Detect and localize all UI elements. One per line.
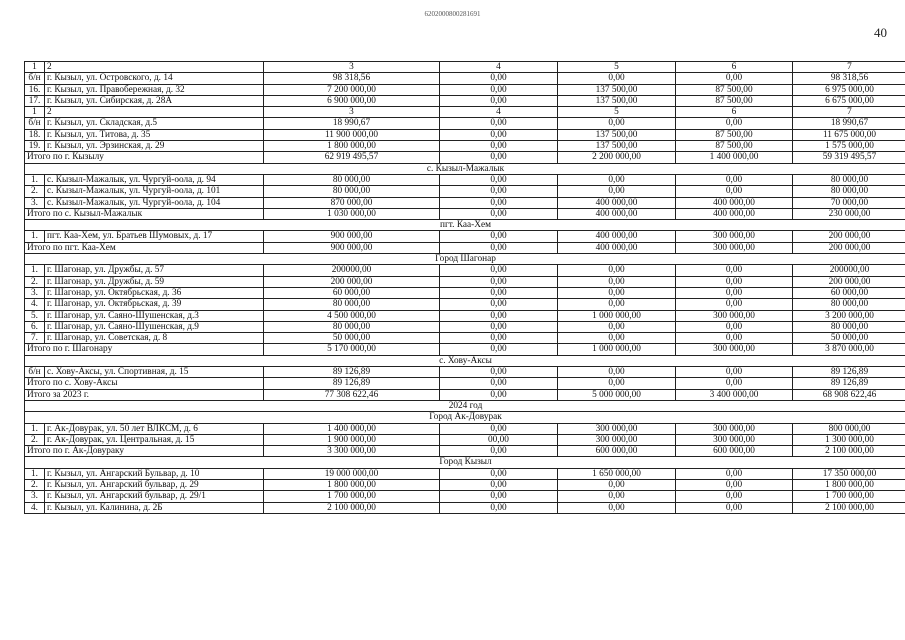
cell-col-7: 2 100 000,00 — [793, 502, 905, 513]
section-header-row — [25, 412, 905, 423]
cell-col-4: 0,00 — [440, 502, 558, 513]
cell-col-7: 80 000,00 — [793, 299, 905, 310]
cell-address: г. Шагонар, ул. Октябрьская, д. 39 — [45, 299, 264, 310]
cell-row-number: 16. — [25, 84, 45, 95]
cell-col-6: 400 000,00 — [676, 208, 793, 219]
section-header-row — [25, 254, 905, 265]
table-row — [25, 107, 905, 118]
cell-col-5: 0,00 — [558, 367, 676, 378]
cell-row-number: 7. — [25, 333, 45, 344]
table-row — [25, 333, 905, 344]
cell-col-4: 4 — [440, 62, 558, 73]
cell-col-7: 7 — [793, 62, 905, 73]
cell-address: с. Кызыл-Мажалык, ул. Чургуй-оола, д. 101 — [45, 186, 264, 197]
cell-col-6: 0,00 — [676, 468, 793, 479]
cell-col-5: 400 000,00 — [558, 242, 676, 253]
table-row — [25, 479, 905, 490]
table-row — [25, 502, 905, 513]
cell-col-6: 300 000,00 — [676, 231, 793, 242]
cell-row-number: 1. — [25, 174, 45, 185]
cell-col-6: 0,00 — [676, 333, 793, 344]
cell-total-cost: 50 000,00 — [264, 333, 440, 344]
cell-col-6: 300 000,00 — [676, 423, 793, 434]
cell-col-6: 300 000,00 — [676, 310, 793, 321]
cell-col-5: 0,00 — [558, 479, 676, 490]
cell-total-cost: 200000,00 — [264, 265, 440, 276]
cell-col-6: 300 000,00 — [676, 242, 793, 253]
cell-total-cost: 19 000 000,00 — [264, 468, 440, 479]
cell-col-4: 0,00 — [440, 378, 558, 389]
cell-col-4: 0,00 — [440, 118, 558, 129]
cell-total-cost: 6 900 000,00 — [264, 95, 440, 106]
cell-total-cost: 80 000,00 — [264, 321, 440, 332]
table-row — [25, 197, 905, 208]
section-header-row — [25, 163, 905, 174]
cell-row-number: 2. — [25, 434, 45, 445]
cell-col-5: 0,00 — [558, 276, 676, 287]
cell-col-6: 1 400 000,00 — [676, 152, 793, 163]
cell-col-4: 0,00 — [440, 174, 558, 185]
cell-address: г. Шагонар, ул. Октябрьская, д. 36 — [45, 287, 264, 298]
cell-address: г. Кызыл, ул. Ангарский Бульвар, д. 10 — [45, 468, 264, 479]
cell-row-number: 1. — [25, 231, 45, 242]
table-row — [25, 141, 905, 152]
table-row — [25, 129, 905, 140]
cell-col-7: 60 000,00 — [793, 287, 905, 298]
cell-col-5: 300 000,00 — [558, 434, 676, 445]
document-id-stamp: 6202000800281691 — [424, 10, 481, 18]
cell-col-4: 0,00 — [440, 423, 558, 434]
cell-total-cost: 1 700 000,00 — [264, 491, 440, 502]
cell-col-6: 0,00 — [676, 73, 793, 84]
cell-col-7: 80 000,00 — [793, 174, 905, 185]
cell-col-4: 0,00 — [440, 287, 558, 298]
cell-address: г. Ак-Довурак, ул. 50 лет ВЛКСМ, д. 6 — [45, 423, 264, 434]
cell-col-5: 137 500,00 — [558, 95, 676, 106]
cell-col-4: 4 — [440, 107, 558, 118]
cell-col-4: 0,00 — [440, 367, 558, 378]
cell-col-7: 80 000,00 — [793, 321, 905, 332]
subtotal-label: Итого по пгт. Каа-Хем — [25, 242, 264, 253]
cell-address: пгт. Каа-Хем, ул. Братьев Шумовых, д. 17 — [45, 231, 264, 242]
cell-col-5: 0,00 — [558, 186, 676, 197]
cell-col-7: 70 000,00 — [793, 197, 905, 208]
cell-row-number: 3. — [25, 491, 45, 502]
cell-col-5: 137 500,00 — [558, 84, 676, 95]
cell-col-6: 3 400 000,00 — [676, 389, 793, 400]
cell-col-6: 0,00 — [676, 491, 793, 502]
cell-col-7: 6 675 000,00 — [793, 95, 905, 106]
table-row — [25, 310, 905, 321]
cell-col-5: 600 000,00 — [558, 446, 676, 457]
cell-col-5: 0,00 — [558, 378, 676, 389]
cell-total-cost: 80 000,00 — [264, 186, 440, 197]
cell-col-4: 0,00 — [440, 276, 558, 287]
cell-col-6: 6 — [676, 107, 793, 118]
cell-address: г. Кызыл, ул. Сибирская, д. 28А — [45, 95, 264, 106]
cell-row-number: 4. — [25, 502, 45, 513]
cell-col-5: 1 000 000,00 — [558, 344, 676, 355]
cell-total-cost: 80 000,00 — [264, 299, 440, 310]
cell-col-5: 1 000 000,00 — [558, 310, 676, 321]
cell-row-number: 1. — [25, 265, 45, 276]
cell-col-6: 0,00 — [676, 367, 793, 378]
cell-col-6: 0,00 — [676, 276, 793, 287]
cell-row-number: 19. — [25, 141, 45, 152]
cell-total-cost: 11 900 000,00 — [264, 129, 440, 140]
cell-address: г. Шагонар, ул. Дружбы, д. 57 — [45, 265, 264, 276]
cell-address: 2 — [45, 107, 264, 118]
cell-col-5: 0,00 — [558, 118, 676, 129]
cell-col-5: 400 000,00 — [558, 197, 676, 208]
page-number: 40 — [874, 25, 887, 40]
cell-col-5: 1 650 000,00 — [558, 468, 676, 479]
cell-address: г. Кызыл, ул. Ангарский бульвар, д. 29/1 — [45, 491, 264, 502]
cell-total-cost: 900 000,00 — [264, 242, 440, 253]
cell-total-cost: 3 — [264, 62, 440, 73]
cell-address: 2 — [45, 62, 264, 73]
cell-col-4: 0,00 — [440, 208, 558, 219]
cell-row-number: 1. — [25, 468, 45, 479]
cell-col-4: 0,00 — [440, 186, 558, 197]
cell-col-4: 0,00 — [440, 152, 558, 163]
subtotal-label: Итого по г. Шагонару — [25, 344, 264, 355]
cell-col-4: 0,00 — [440, 446, 558, 457]
cell-address: с. Кызыл-Мажалык, ул. Чургуй-оола, д. 104 — [45, 197, 264, 208]
subtotal-row — [25, 378, 905, 389]
cell-col-5: 300 000,00 — [558, 423, 676, 434]
cell-address: г. Шагонар, ул. Дружбы, д. 59 — [45, 276, 264, 287]
cell-col-4: 0,00 — [440, 333, 558, 344]
cell-address: г. Кызыл, ул. Эрзинская, д. 29 — [45, 141, 264, 152]
cell-col-5: 5 000 000,00 — [558, 389, 676, 400]
cell-col-7: 3 200 000,00 — [793, 310, 905, 321]
section-header-row — [25, 355, 905, 366]
table-row — [25, 321, 905, 332]
cell-col-5: 0,00 — [558, 287, 676, 298]
cell-total-cost: 77 308 622,46 — [264, 389, 440, 400]
cell-col-7: 2 100 000,00 — [793, 446, 905, 457]
cell-col-6: 87 500,00 — [676, 84, 793, 95]
cell-col-7: 200 000,00 — [793, 231, 905, 242]
subtotal-label: Итого за 2023 г. — [25, 389, 264, 400]
cell-address: г. Кызыл, ул. Калинина, д. 2Б — [45, 502, 264, 513]
cell-col-5: 137 500,00 — [558, 141, 676, 152]
section-header-row — [25, 400, 905, 411]
section-header: Город Шагонар — [25, 254, 905, 265]
cell-address: г. Шагонар, ул. Саяно-Шушенская, д.3 — [45, 310, 264, 321]
cell-total-cost: 5 170 000,00 — [264, 344, 440, 355]
cell-total-cost: 1 030 000,00 — [264, 208, 440, 219]
cell-address: г. Кызыл, ул. Складская, д.5 — [45, 118, 264, 129]
cell-col-7: 98 318,56 — [793, 73, 905, 84]
cell-col-6: 87 500,00 — [676, 141, 793, 152]
cell-col-6: 0,00 — [676, 186, 793, 197]
section-header: пгт. Каа-Хем — [25, 220, 905, 231]
cell-row-number: 2. — [25, 186, 45, 197]
cell-row-number: 2. — [25, 479, 45, 490]
cell-col-6: 87 500,00 — [676, 95, 793, 106]
cell-col-5: 0,00 — [558, 73, 676, 84]
cell-total-cost: 89 126,89 — [264, 367, 440, 378]
cell-total-cost: 3 — [264, 107, 440, 118]
cell-row-number: 5. — [25, 310, 45, 321]
cell-col-7: 7 — [793, 107, 905, 118]
cell-address: г. Шагонар, ул. Советская, д. 8 — [45, 333, 264, 344]
cell-col-7: 11 675 000,00 — [793, 129, 905, 140]
cell-col-7: 200 000,00 — [793, 276, 905, 287]
cell-col-5: 137 500,00 — [558, 129, 676, 140]
cell-col-5: 400 000,00 — [558, 231, 676, 242]
cell-col-4: 0,00 — [440, 265, 558, 276]
cell-col-4: 0,00 — [440, 310, 558, 321]
cell-col-5: 0,00 — [558, 491, 676, 502]
table-body — [25, 62, 905, 514]
cell-address: г. Кызыл, ул. Островского, д. 14 — [45, 73, 264, 84]
cell-col-4: 0,00 — [440, 321, 558, 332]
subtotal-row — [25, 344, 905, 355]
cell-col-5: 5 — [558, 62, 676, 73]
cell-col-7: 89 126,89 — [793, 378, 905, 389]
section-header: с. Кызыл-Мажалык — [25, 163, 905, 174]
table-row — [25, 491, 905, 502]
section-header: Город Кызыл — [25, 457, 905, 468]
cell-total-cost: 18 990,67 — [264, 118, 440, 129]
section-header: 2024 год — [25, 400, 905, 411]
cell-col-6: 0,00 — [676, 287, 793, 298]
cell-row-number: 3. — [25, 287, 45, 298]
subtotal-row — [25, 208, 905, 219]
table-row — [25, 62, 905, 73]
cell-col-7: 80 000,00 — [793, 186, 905, 197]
cell-row-number: б/н — [25, 118, 45, 129]
cell-col-4: 0,00 — [440, 242, 558, 253]
table-row — [25, 276, 905, 287]
cell-col-6: 600 000,00 — [676, 446, 793, 457]
cell-col-7: 230 000,00 — [793, 208, 905, 219]
cell-col-7: 1 700 000,00 — [793, 491, 905, 502]
cell-col-7: 200 000,00 — [793, 242, 905, 253]
cell-total-cost: 1 800 000,00 — [264, 479, 440, 490]
cell-total-cost: 7 200 000,00 — [264, 84, 440, 95]
table-row — [25, 95, 905, 106]
cell-col-4: 0,00 — [440, 344, 558, 355]
cell-col-6: 0,00 — [676, 118, 793, 129]
cell-col-7: 200000,00 — [793, 265, 905, 276]
cell-row-number: 2. — [25, 276, 45, 287]
cell-total-cost: 98 318,56 — [264, 73, 440, 84]
cell-row-number: 6. — [25, 321, 45, 332]
cell-col-4: 0,00 — [440, 197, 558, 208]
section-header-row — [25, 220, 905, 231]
table-row — [25, 231, 905, 242]
cell-col-5: 2 200 000,00 — [558, 152, 676, 163]
cell-col-4: 0,00 — [440, 299, 558, 310]
table-row — [25, 118, 905, 129]
cell-col-7: 1 575 000,00 — [793, 141, 905, 152]
cell-total-cost: 80 000,00 — [264, 174, 440, 185]
table-row — [25, 265, 905, 276]
cell-col-4: 0,00 — [440, 73, 558, 84]
cell-col-6: 400 000,00 — [676, 197, 793, 208]
cell-col-4: 0,00 — [440, 468, 558, 479]
subtotal-label: Итого по г. Ак-Довураку — [25, 446, 264, 457]
cell-col-5: 0,00 — [558, 265, 676, 276]
subtotal-row — [25, 446, 905, 457]
subtotal-label: Итого по с. Кызыл-Мажалык — [25, 208, 264, 219]
cell-col-5: 5 — [558, 107, 676, 118]
cell-col-6: 0,00 — [676, 174, 793, 185]
cell-total-cost: 4 500 000,00 — [264, 310, 440, 321]
subtotal-label: Итого по г. Кызылу — [25, 152, 264, 163]
cell-col-7: 18 990,67 — [793, 118, 905, 129]
cell-total-cost: 1 400 000,00 — [264, 423, 440, 434]
table-row — [25, 287, 905, 298]
address-table — [24, 61, 905, 514]
cell-col-4: 0,00 — [440, 231, 558, 242]
section-header-row — [25, 457, 905, 468]
cell-col-7: 1 300 000,00 — [793, 434, 905, 445]
cell-address: г. Кызыл, ул. Ангарский бульвар, д. 29 — [45, 479, 264, 490]
cell-total-cost: 89 126,89 — [264, 378, 440, 389]
cell-col-5: 0,00 — [558, 333, 676, 344]
cell-col-4: 0,00 — [440, 491, 558, 502]
cell-total-cost: 60 000,00 — [264, 287, 440, 298]
cell-col-4: 0,00 — [440, 389, 558, 400]
cell-col-7: 68 908 622,46 — [793, 389, 905, 400]
cell-total-cost: 870 000,00 — [264, 197, 440, 208]
cell-col-7: 6 975 000,00 — [793, 84, 905, 95]
cell-total-cost: 2 100 000,00 — [264, 502, 440, 513]
cell-col-5: 0,00 — [558, 321, 676, 332]
cell-col-6: 0,00 — [676, 321, 793, 332]
cell-col-6: 300 000,00 — [676, 434, 793, 445]
subtotal-row — [25, 242, 905, 253]
cell-col-4: 0,00 — [440, 479, 558, 490]
cell-row-number: 17. — [25, 95, 45, 106]
cell-total-cost: 1 800 000,00 — [264, 141, 440, 152]
section-header: Город Ак-Довурак — [25, 412, 905, 423]
cell-total-cost: 200 000,00 — [264, 276, 440, 287]
cell-col-5: 400 000,00 — [558, 208, 676, 219]
cell-col-7: 89 126,89 — [793, 367, 905, 378]
cell-col-7: 800 000,00 — [793, 423, 905, 434]
cell-col-4: 0,00 — [440, 129, 558, 140]
cell-row-number: 18. — [25, 129, 45, 140]
cell-row-number: 1 — [25, 62, 45, 73]
cell-col-6: 0,00 — [676, 479, 793, 490]
cell-col-5: 0,00 — [558, 299, 676, 310]
table-row — [25, 367, 905, 378]
table-row — [25, 299, 905, 310]
cell-col-6: 6 — [676, 62, 793, 73]
cell-address: г. Кызыл, ул. Правобережная, д. 32 — [45, 84, 264, 95]
table-row — [25, 468, 905, 479]
cell-col-4: 0,00 — [440, 95, 558, 106]
cell-col-4: 0,00 — [440, 84, 558, 95]
cell-address: с. Кызыл-Мажалык, ул. Чургуй-оола, д. 94 — [45, 174, 264, 185]
cell-total-cost: 1 900 000,00 — [264, 434, 440, 445]
cell-address: г. Шагонар, ул. Саяно-Шушенская, д.9 — [45, 321, 264, 332]
cell-row-number: б/н — [25, 367, 45, 378]
cell-col-7: 50 000,00 — [793, 333, 905, 344]
subtotal-row — [25, 152, 905, 163]
table-row — [25, 174, 905, 185]
cell-row-number: б/н — [25, 73, 45, 84]
cell-row-number: 1. — [25, 423, 45, 434]
cell-row-number: 3. — [25, 197, 45, 208]
subtotal-label: Итого по с. Хову-Аксы — [25, 378, 264, 389]
cell-col-6: 0,00 — [676, 502, 793, 513]
cell-col-7: 1 800 000,00 — [793, 479, 905, 490]
section-header: с. Хову-Аксы — [25, 355, 905, 366]
cell-col-4: 00,00 — [440, 434, 558, 445]
cell-row-number: 4. — [25, 299, 45, 310]
subtotal-row — [25, 389, 905, 400]
cell-col-6: 0,00 — [676, 265, 793, 276]
cell-address: г. Ак-Довурак, ул. Центральная, д. 15 — [45, 434, 264, 445]
cell-col-5: 0,00 — [558, 502, 676, 513]
table-row — [25, 186, 905, 197]
cell-col-7: 3 870 000,00 — [793, 344, 905, 355]
table-row — [25, 84, 905, 95]
cell-col-7: 59 319 495,57 — [793, 152, 905, 163]
cell-col-6: 87 500,00 — [676, 129, 793, 140]
cell-col-6: 0,00 — [676, 299, 793, 310]
cell-col-6: 300 000,00 — [676, 344, 793, 355]
cell-total-cost: 3 300 000,00 — [264, 446, 440, 457]
cell-address: с. Хову-Аксы, ул. Спортивная, д. 15 — [45, 367, 264, 378]
table-row — [25, 423, 905, 434]
cell-total-cost: 62 919 495,57 — [264, 152, 440, 163]
cell-total-cost: 900 000,00 — [264, 231, 440, 242]
cell-col-7: 17 350 000,00 — [793, 468, 905, 479]
table-row — [25, 73, 905, 84]
cell-col-6: 0,00 — [676, 378, 793, 389]
table-row — [25, 434, 905, 445]
cell-row-number: 1 — [25, 107, 45, 118]
cell-col-5: 0,00 — [558, 174, 676, 185]
cell-address: г. Кызыл, ул. Титова, д. 35 — [45, 129, 264, 140]
cell-col-4: 0,00 — [440, 141, 558, 152]
